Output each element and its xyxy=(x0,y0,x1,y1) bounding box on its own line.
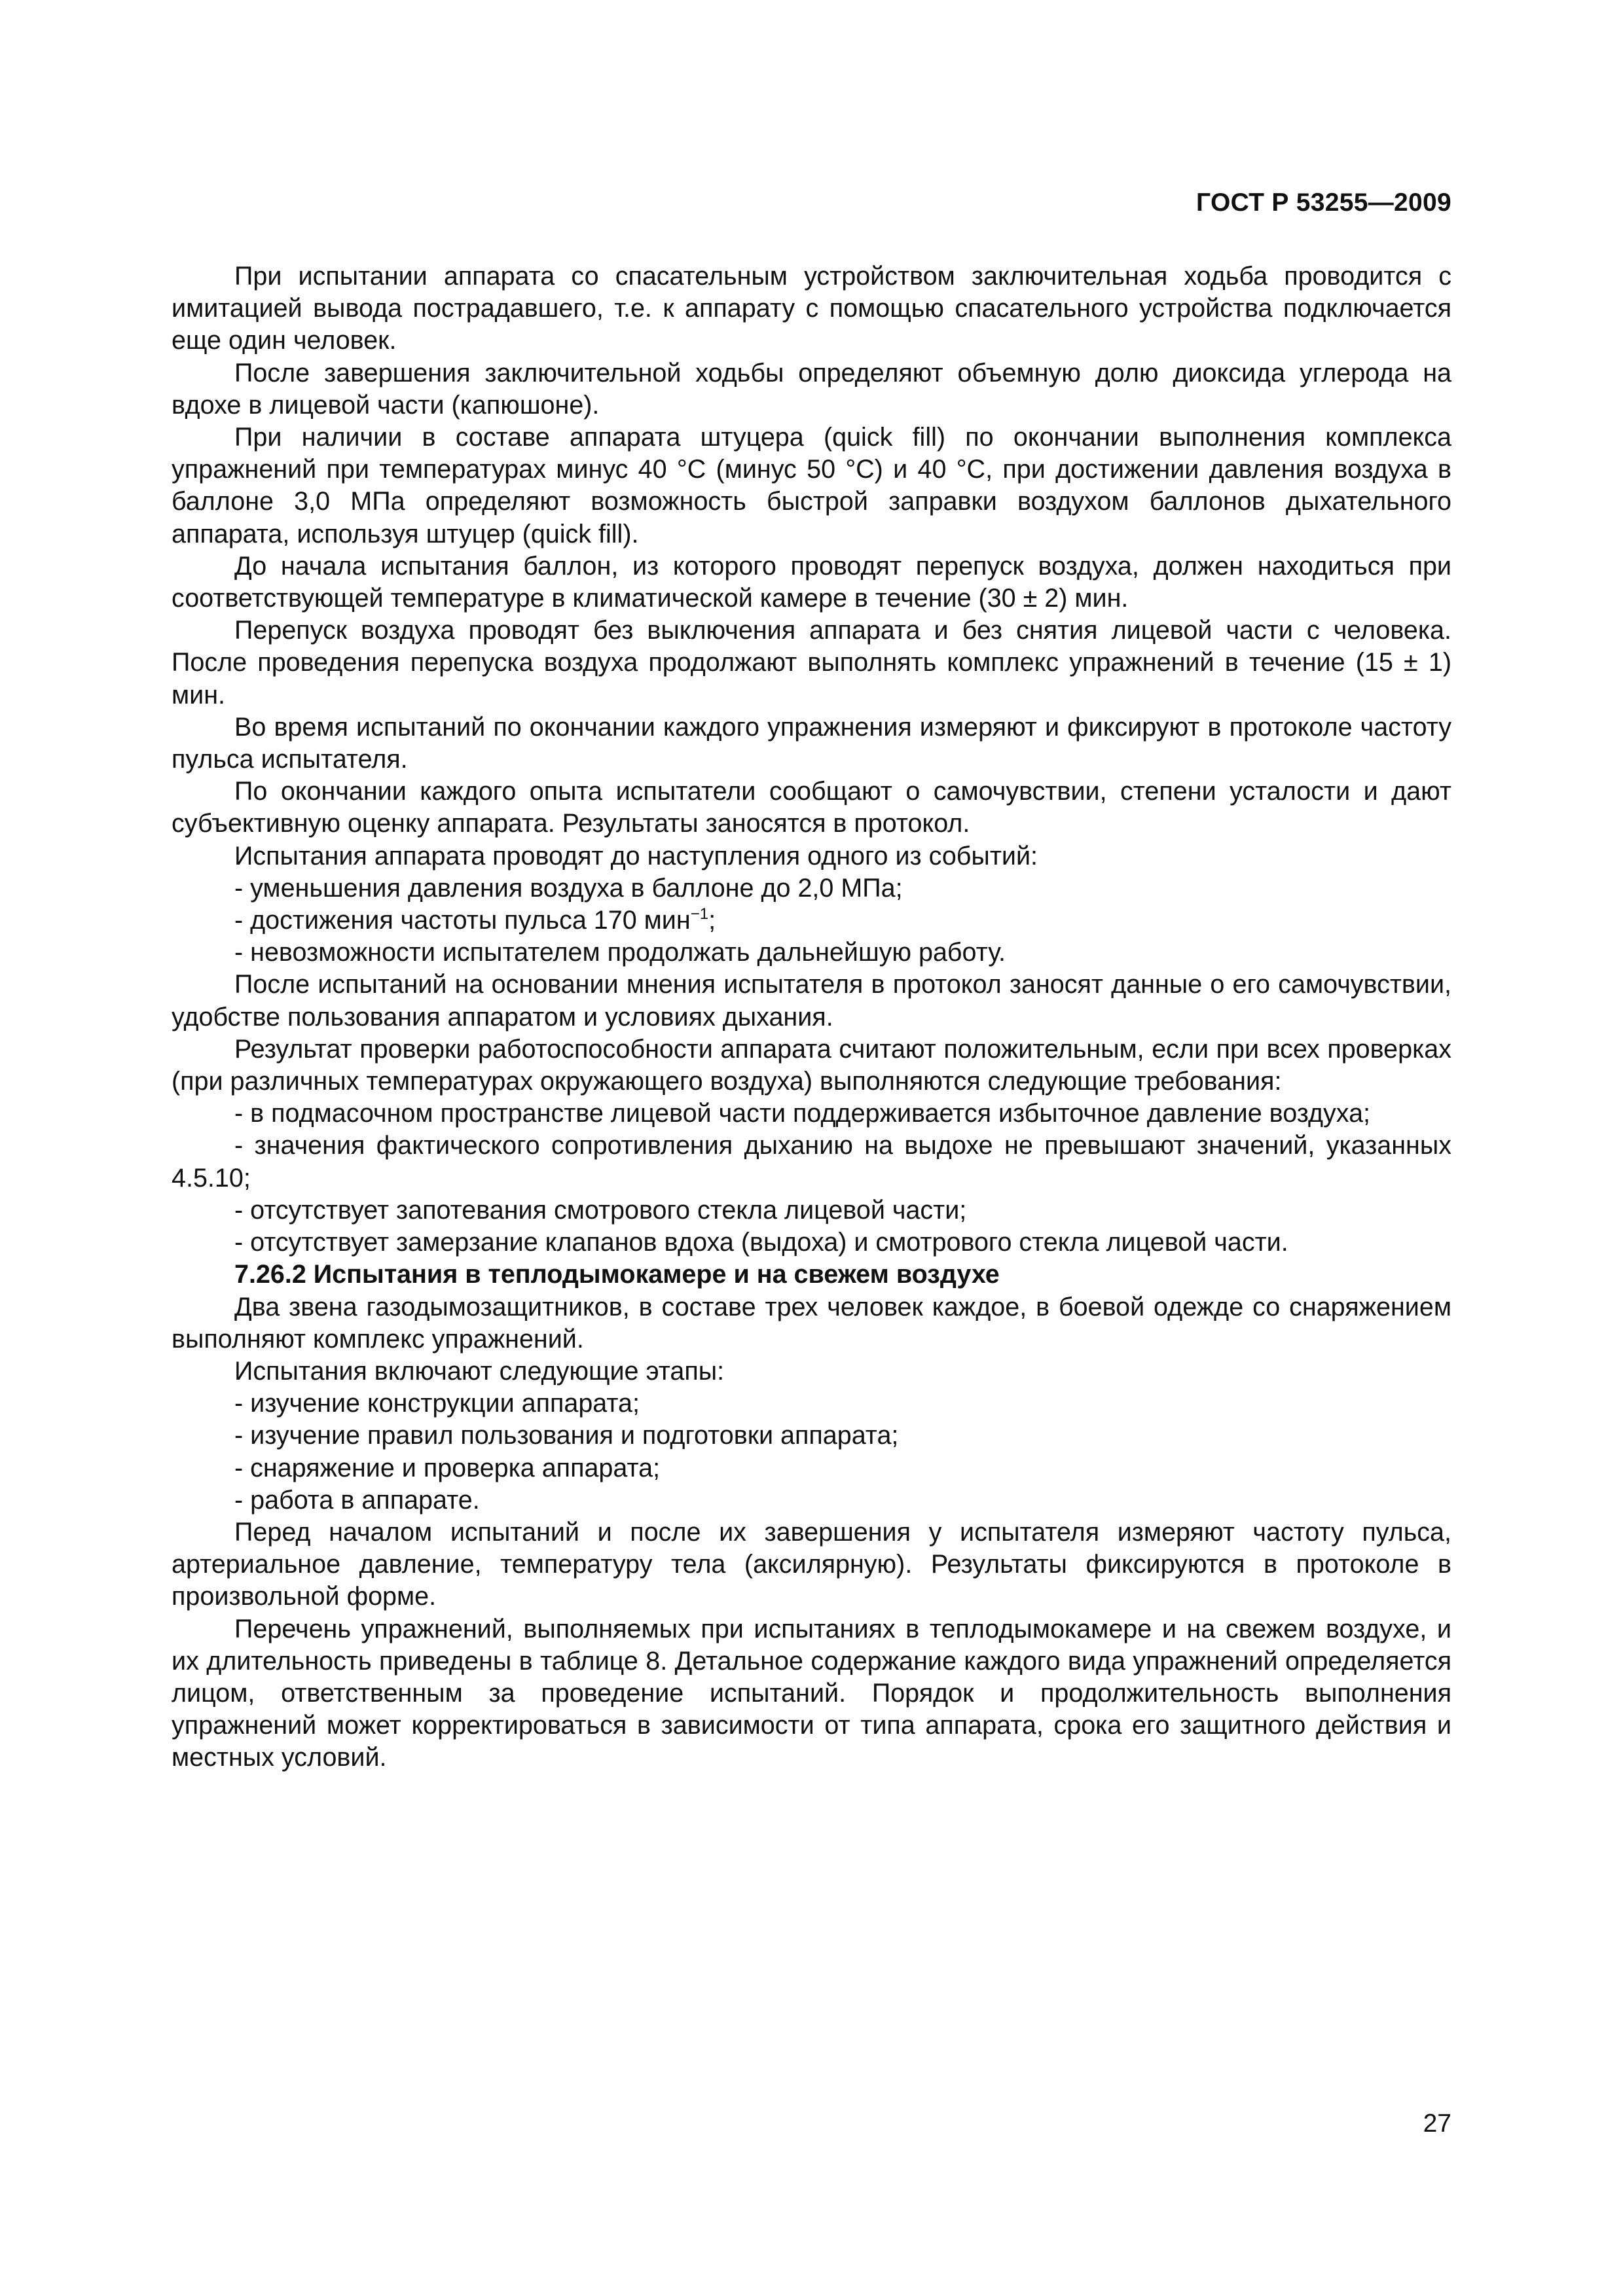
page-number: 27 xyxy=(1423,2109,1451,2138)
paragraph: До начала испытания баллон, из которого проводят перепуск воздуха, должен находиться при соответствующей температуре в климатической камере в течение (30 ± 2) мин. xyxy=(172,551,1451,613)
superscript: −1 xyxy=(690,905,709,924)
list-item: - невозможности испытателем продолжать дальнейшую работу. xyxy=(234,938,1006,967)
paragraph: Во время испытаний по окончании каждого упражнения измеряют и фиксируют в протоколе частоту пульса испытателя. xyxy=(172,712,1451,774)
list-item-text: - достижения частоты пульса 170 мин xyxy=(234,906,691,935)
document-body xyxy=(172,260,1451,1774)
paragraph: При испытании аппарата со спасательным устройством заключительная ходьба проводится с имитацией вывода пострадавшего, т.е. к аппарату с помощью спасательного устройства подключается еще один человек. xyxy=(172,262,1451,355)
paragraph: После испытаний на основании мнения испытателя в протокол заносят данные о его самочувствии, удобстве пользования аппаратом и условиях дыхания. xyxy=(172,970,1451,1031)
paragraph: Результат проверки работоспособности аппарата считают положительным, если при всех проверках (при различных температурах окружающего воздуха) выполняются следующие требования: xyxy=(172,1034,1451,1096)
paragraph: Перечень упражнений, выполняемых при испытаниях в теплодымокамере и на свежем воздухе, и их длительность приведены в таблице 8. Детальное содержание каждого вида упражнений определяется лицом, ответственным за проведение испытаний. Порядок и продолжительность выполнения упражнений может корректироваться в зависимости от типа аппарата, срока его защитного действия и местных условий. xyxy=(172,1614,1451,1772)
section-heading: 7.26.2 Испытания в теплодымокамере и на свежем воздухе xyxy=(234,1260,1000,1289)
paragraph: При наличии в составе аппарата штуцера (quick fill) по окончании выполнения комплекса упражнений при температурах минус 40 °С (минус 50 °С) и 40 °С, при достижении давления воздуха в баллоне 3,0 МПа определяют возможность быстрой заправки воздухом баллонов дыхательного аппарата, используя штуцер (quick fill). xyxy=(172,423,1451,548)
document-code: ГОСТ Р 53255—2009 xyxy=(1196,188,1451,217)
list-item: - в подмасочном пространстве лицевой части поддерживается избыточное давление воздуха; xyxy=(234,1099,1371,1128)
list-item: - отсутствует запотевания смотрового стекла лицевой части; xyxy=(234,1195,967,1225)
list-item: - отсутствует замерзание клапанов вдоха (выдоха) и смотрового стекла лицевой части. xyxy=(234,1228,1288,1257)
list-item: - работа в аппарате. xyxy=(234,1485,480,1515)
paragraph: Перепуск воздуха проводят без выключения аппарата и без снятия лицевой части с человека. После проведения перепуска воздуха продолжают выполнять комплекс упражнений в течение (15 ± 1) мин. xyxy=(172,616,1451,709)
list-item: - снаряжение и проверка аппарата; xyxy=(234,1453,661,1482)
list-item: - значения фактического сопротивления дыханию на выдохе не превышают значений, указанных 4.5.10; xyxy=(172,1131,1451,1193)
paragraph: Испытания включают следующие этапы: xyxy=(234,1356,725,1386)
paragraph: Перед началом испытаний и после их завершения у испытателя измеряют частоту пульса, артериальное давление, температуру тела (аксилярную). Результаты фиксируются в протоколе в произвольной форме. xyxy=(172,1517,1451,1611)
paragraph: После завершения заключительной ходьбы определяют объемную долю диоксида углерода на вдохе в лицевой части (капюшоне). xyxy=(172,358,1451,420)
list-item: - изучение конструкции аппарата; xyxy=(234,1389,640,1418)
paragraph: По окончании каждого опыта испытатели сообщают о самочувствии, степени усталости и дают субъективную оценку аппарата. Результаты заносятся в протокол. xyxy=(172,777,1451,838)
list-item xyxy=(172,905,1451,937)
paragraph: Два звена газодымозащитников, в составе трех человек каждое, в боевой одежде со снаряжением выполняют комплекс упражнений. xyxy=(172,1292,1451,1354)
paragraph: Испытания аппарата проводят до наступления одного из событий: xyxy=(234,841,1038,870)
list-item: - уменьшения давления воздуха в баллоне до 2,0 МПа; xyxy=(234,873,903,903)
list-item-tail: ; xyxy=(708,906,716,935)
list-item: - изучение правил пользования и подготовки аппарата; xyxy=(234,1421,899,1450)
